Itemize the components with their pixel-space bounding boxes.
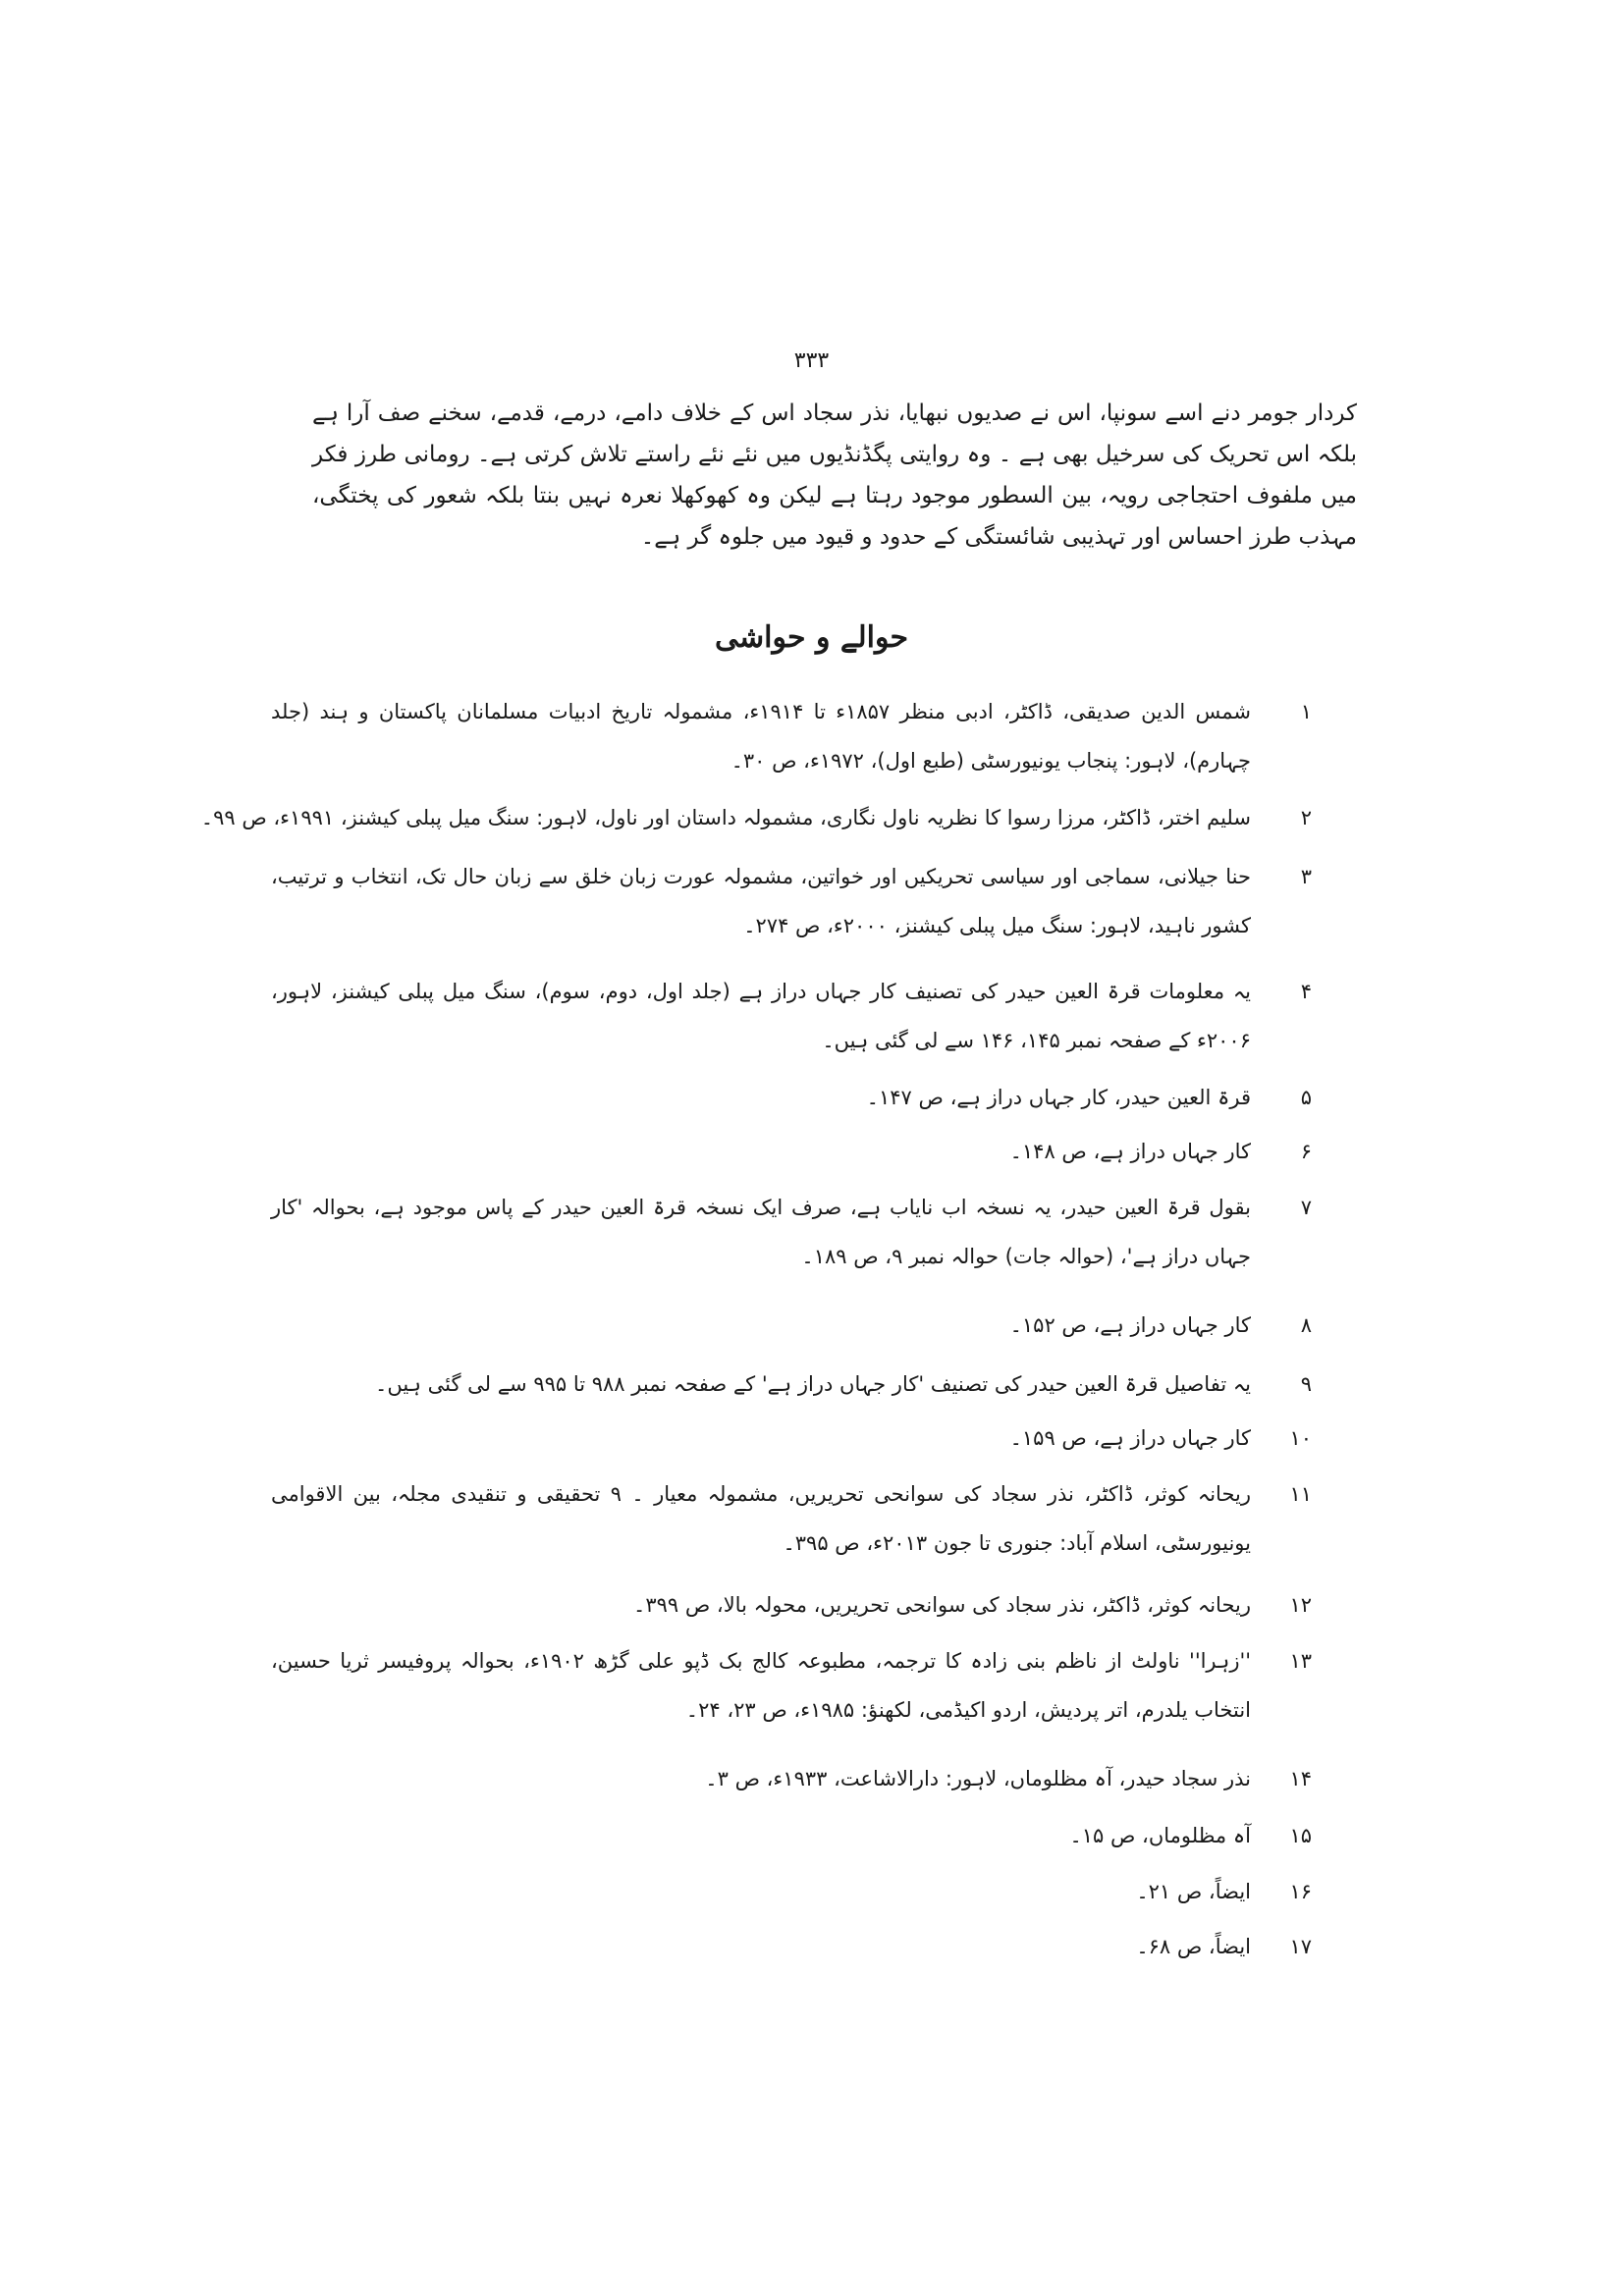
footnote-item — [271, 1811, 1312, 1860]
footnote-item — [271, 1922, 1312, 1971]
footnote-item — [271, 1754, 1312, 1803]
footnote-text: نذر سجاد حیدر، آہ مظلوماں، لاہور: دارالاشاعت، ۱۹۳۳ء، ص ۳۔ — [705, 1767, 1251, 1790]
footnote-item — [271, 1414, 1312, 1463]
footnote-text: ''زہرا'' ناولٹ از ناظم بنی زادہ کا ترجمہ، مطبوعہ کالج بک ڈپو علی گڑھ ۱۹۰۲ء، بحوالہ پروفیسر ثریا حسین، انتخاب یلدرم، اتر پردیش، اردو اکیڈمی، لکھنؤ: ۱۹۸۵ء، ص ۲۳، ۲۴۔ — [271, 1649, 1251, 1722]
footnote-item — [271, 1360, 1312, 1409]
footnote-number: ۱۴ — [1289, 1767, 1312, 1790]
footnote-item — [271, 1183, 1312, 1281]
footnote-number: ۳ — [1300, 865, 1312, 888]
footnote-number: ۱۶ — [1289, 1880, 1312, 1903]
footnote-number: ۴ — [1300, 980, 1312, 1003]
footnote-text: سلیم اختر، ڈاکٹر، مرزا رسوا کا نظریہ ناول نگاری، مشمولہ داستان اور ناول، لاہور: سنگ میل پبلی کیشنز، ۱۹۹۱ء، ص ۹۹۔ — [200, 806, 1251, 829]
page-number: ۳۳۳ — [793, 348, 830, 373]
footnote-text: کار جہاں دراز ہے، ص ۱۴۸۔ — [1009, 1140, 1251, 1163]
footnote-item — [271, 1469, 1312, 1568]
footnote-text: شمس الدین صدیقی، ڈاکٹر، ادبی منظر ۱۸۵۷ء تا ۱۹۱۴ء، مشمولہ تاریخ ادبیات مسلمانان پاکستان و ہند (جلد چہارم)، لاہور: پنجاب یونیورسٹی (طبع اول)، ۱۹۷۲ء، ص ۳۰۔ — [271, 700, 1252, 773]
footnote-number: ۱ — [1300, 700, 1312, 723]
footnote-item — [271, 967, 1312, 1065]
footnote-item — [200, 793, 1312, 842]
footnote-text: کار جہاں دراز ہے، ص ۱۵۹۔ — [1009, 1426, 1251, 1450]
footnote-text: ایضاً، ص ۲۱۔ — [1136, 1880, 1251, 1903]
footnote-text: ریحانہ کوثر، ڈاکٹر، نذر سجاد کی سوانحی تحریریں، مشمولہ معیار ۔ ۹ تحقیقی و تنقیدی مجلہ، بین الاقوامی یونیورسٹی، اسلام آباد: جنوری تا جون ۲۰۱۳ء، ص ۳۹۵۔ — [271, 1482, 1251, 1555]
footnote-number: ۸ — [1300, 1313, 1312, 1337]
footnote-item — [271, 1580, 1312, 1629]
footnote-number: ۱۱ — [1289, 1482, 1312, 1506]
footnote-number: ۲ — [1300, 806, 1312, 829]
footnote-number: ۹ — [1300, 1372, 1312, 1396]
footnote-text: ریحانہ کوثر، ڈاکٹر، نذر سجاد کی سوانحی تحریریں، محولہ بالا، ص ۳۹۹۔ — [633, 1593, 1251, 1617]
footnote-number: ۱۷ — [1289, 1935, 1312, 1958]
footnote-item — [271, 1073, 1312, 1122]
footnote-text: حنا جیلانی، سماجی اور سیاسی تحریکیں اور خواتین، مشمولہ عورت زبان خلق سے زبان حال تک، انتخاب و ترتیب، کشور ناہید، لاہور: سنگ میل پبلی کیشنز، ۲۰۰۰ء، ص ۲۷۴۔ — [271, 865, 1251, 937]
footnote-number: ۷ — [1300, 1196, 1312, 1219]
footnote-text: ایضاً، ص ۶۸۔ — [1136, 1935, 1251, 1958]
footnote-item — [271, 1127, 1312, 1176]
footnote-number: ۶ — [1300, 1140, 1312, 1163]
footnote-item — [271, 1301, 1312, 1350]
references-heading: حوالے و حواشی — [715, 620, 908, 655]
footnote-text: بقول قرۃ العین حیدر، یہ نسخہ اب نایاب ہے، صرف ایک نسخہ قرۃ العین حیدر کے پاس موجود ہے، بحوالہ 'کار جہاں دراز ہے'، (حوالہ جات) حوالہ نمبر ۹، ص ۱۸۹۔ — [271, 1196, 1251, 1268]
footnote-number: ۱۵ — [1289, 1824, 1312, 1847]
footnote-text: یہ تفاصیل قرۃ العین حیدر کی تصنیف 'کار جہاں دراز ہے' کے صفحہ نمبر ۹۸۸ تا ۹۹۵ سے لی گئی ہیں۔ — [375, 1372, 1251, 1396]
footnote-text: یہ معلومات قرۃ العین حیدر کی تصنیف کار جہاں دراز ہے (جلد اول، دوم، سوم)، سنگ میل پبلی کیشنز، لاہور، ۲۰۰۶ء کے صفحہ نمبر ۱۴۵، ۱۴۶ سے لی گئی ہیں۔ — [271, 980, 1251, 1052]
footnote-text: کار جہاں دراز ہے، ص ۱۵۲۔ — [1009, 1313, 1251, 1337]
footnote-item — [271, 1636, 1312, 1735]
footnote-number: ۵ — [1300, 1086, 1312, 1109]
body-paragraph: کردار جومر دنے اسے سونپا، اس نے صدیوں نبھایا، نذر سجاد اس کے خلاف دامے، درمے، قدمے، سخنے صف آرا ہے بلکہ اس تحریک کی سرخیل بھی ہے ۔ وہ روایتی پگڈنڈیوں میں نئے نئے راستے تلاش کرتی ہے۔ رومانی طرز فکر میں ملفوف احتجاجی رویہ، بین السطور موجود رہتا ہے لیکن وہ کھوکھلا نعرہ نہیں بنتا بلکہ شعور کی پختگی، مہذب طرز احساس اور تہذیبی شائستگی کے حدود و قیود میں جلوہ گر ہے۔ — [312, 400, 1357, 550]
footnote-number: ۱۲ — [1289, 1593, 1312, 1617]
footnote-item — [271, 687, 1312, 785]
footnote-text: آہ مظلوماں، ص ۱۵۔ — [1069, 1824, 1251, 1847]
footnote-item — [271, 852, 1312, 950]
footnote-text: قرۃ العین حیدر، کار جہاں دراز ہے، ص ۱۴۷۔ — [866, 1086, 1251, 1109]
footnote-number: ۱۰ — [1289, 1426, 1312, 1450]
footnote-item — [271, 1867, 1312, 1916]
footnote-number: ۱۳ — [1289, 1649, 1312, 1673]
